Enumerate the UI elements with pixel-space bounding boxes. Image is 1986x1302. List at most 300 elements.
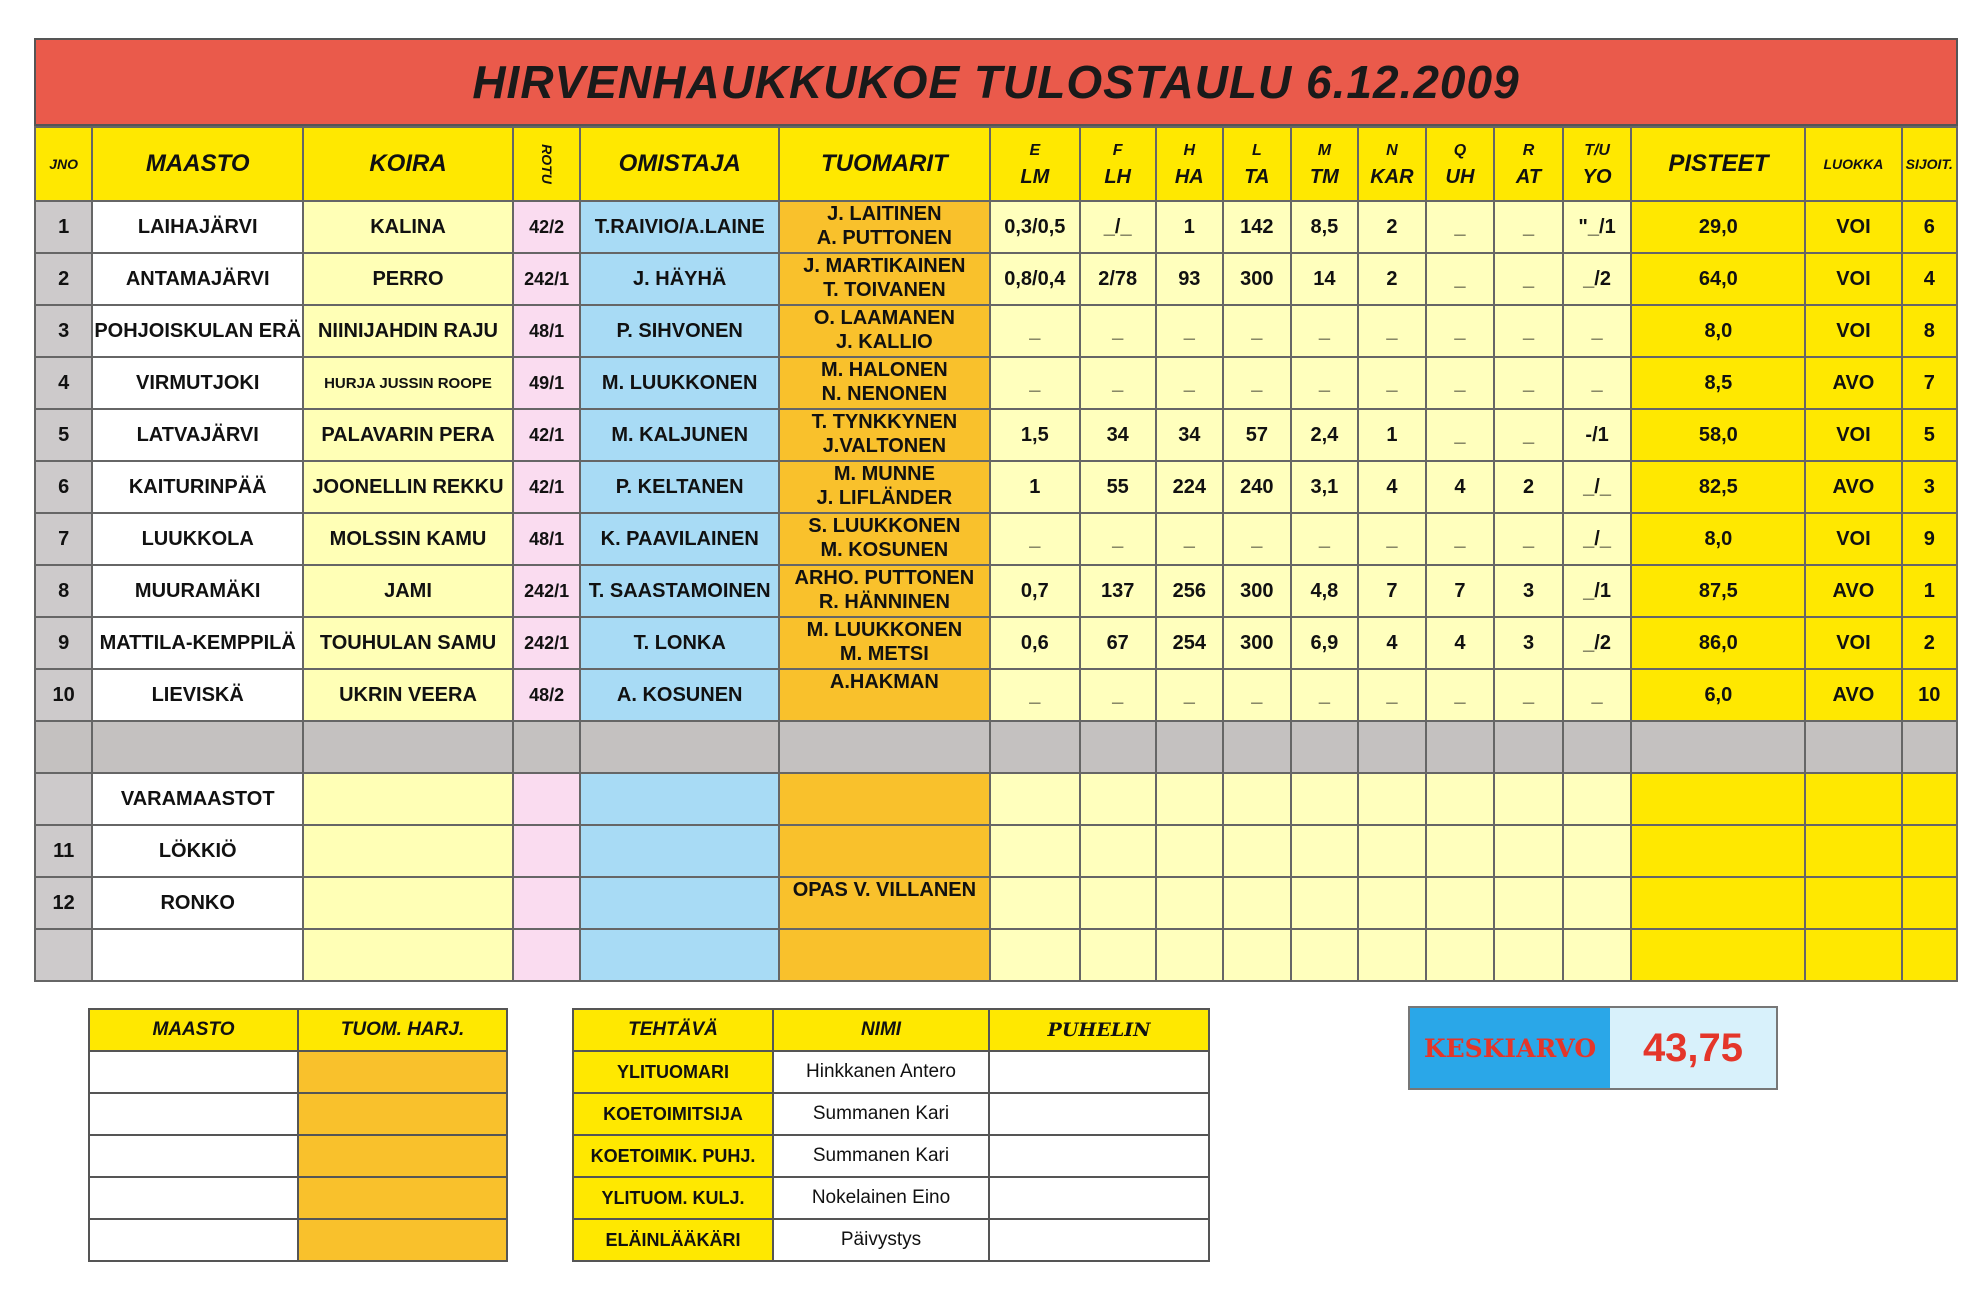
cell — [1291, 773, 1359, 825]
row-sijoitus: 8 — [1902, 305, 1957, 357]
row-h: 256 — [1156, 565, 1224, 617]
row-q: 4 — [1426, 461, 1495, 513]
row-luokka: AVO — [1805, 461, 1901, 513]
row-rotu: 42/1 — [513, 409, 581, 461]
cell — [580, 773, 779, 825]
row-pisteet: 8,5 — [1631, 357, 1805, 409]
header-tuomarit: TUOMARIT — [779, 127, 990, 201]
maasto-cell[interactable] — [89, 1177, 298, 1219]
row-omistaja: M. LUUKKONEN — [580, 357, 779, 409]
cell — [1291, 877, 1359, 929]
row-l: _ — [1223, 513, 1291, 565]
row-h: 34 — [1156, 409, 1224, 461]
row-sijoitus: 3 — [1902, 461, 1957, 513]
row-jno: 6 — [35, 461, 92, 513]
row-omistaja: T.RAIVIO/A.LAINE — [580, 201, 779, 253]
separator-row — [35, 721, 1957, 773]
row-sijoitus: 2 — [1902, 617, 1957, 669]
row-f: 34 — [1080, 409, 1156, 461]
average-value: 43,75 — [1610, 1008, 1776, 1088]
tuom-harj-cell[interactable] — [298, 1093, 507, 1135]
row-koira: KALINA — [303, 201, 513, 253]
row-sijoitus: 5 — [1902, 409, 1957, 461]
cell — [513, 773, 581, 825]
row-tu: _ — [1563, 305, 1632, 357]
row-h: _ — [1156, 669, 1224, 721]
row-m: 6,9 — [1291, 617, 1359, 669]
row-q: 4 — [1426, 617, 1495, 669]
cell — [1291, 825, 1359, 877]
maasto-cell[interactable] — [89, 1135, 298, 1177]
row-jno: 8 — [35, 565, 92, 617]
cell — [1902, 773, 1957, 825]
row-jno: 1 — [35, 201, 92, 253]
header-rotu — [513, 127, 581, 201]
judge-1: M. LUUKKONEN — [806, 619, 963, 641]
row-omistaja: P. SIHVONEN — [580, 305, 779, 357]
row-r: _ — [1494, 669, 1563, 721]
row-rotu: 48/2 — [513, 669, 581, 721]
row-m: _ — [1291, 513, 1359, 565]
row-jno: 5 — [35, 409, 92, 461]
header-koira: KOIRA — [303, 127, 513, 201]
row-pisteet: 8,0 — [1631, 513, 1805, 565]
cell — [1426, 825, 1495, 877]
staff-table — [572, 1008, 1210, 1262]
cell — [1358, 721, 1426, 773]
cell — [92, 929, 303, 981]
header-row — [35, 127, 1957, 201]
row-h: 224 — [1156, 461, 1224, 513]
cell: RONKO — [92, 877, 303, 929]
row-koira: MOLSSIN KAMU — [303, 513, 513, 565]
row-maasto: VIRMUTJOKI — [92, 357, 303, 409]
staff-row — [573, 1135, 1209, 1177]
table-row — [35, 565, 1957, 617]
row-m: _ — [1291, 357, 1359, 409]
row-h: 93 — [1156, 253, 1224, 305]
cell — [1563, 773, 1632, 825]
row-e: 0,8/0,4 — [990, 253, 1080, 305]
staff-role: YLITUOM. KULJ. — [573, 1177, 773, 1219]
cell — [990, 825, 1080, 877]
judge-2: T. TOIVANEN — [823, 279, 946, 301]
maasto-cell[interactable] — [89, 1051, 298, 1093]
cell — [580, 877, 779, 929]
row-tu: _/_ — [1563, 461, 1632, 513]
row-h: 254 — [1156, 617, 1224, 669]
row-luokka: VOI — [1805, 409, 1901, 461]
row-jno: 4 — [35, 357, 92, 409]
row-q: _ — [1426, 409, 1495, 461]
tuom-harj-cell[interactable] — [298, 1135, 507, 1177]
cell — [779, 773, 990, 825]
table-row — [35, 201, 1957, 253]
cell — [1223, 929, 1291, 981]
table-row — [35, 513, 1957, 565]
row-h: _ — [1156, 513, 1224, 565]
row-r: 2 — [1494, 461, 1563, 513]
row-l: 142 — [1223, 201, 1291, 253]
cell — [1631, 825, 1805, 877]
judge-1: A.HAKMAN — [829, 671, 939, 693]
row-n: 2 — [1358, 253, 1426, 305]
cell — [1563, 825, 1632, 877]
row-jno: 7 — [35, 513, 92, 565]
row-r: _ — [1494, 409, 1563, 461]
header-f: F LH — [1080, 127, 1156, 201]
judge-1: M. HALONEN — [821, 359, 948, 381]
cell — [1426, 721, 1495, 773]
header-m: M TM — [1291, 127, 1359, 201]
cell — [1902, 929, 1957, 981]
cell — [1805, 825, 1901, 877]
cell — [1494, 825, 1563, 877]
row-maasto: LAIHAJÄRVI — [92, 201, 303, 253]
cell — [1494, 877, 1563, 929]
cell — [303, 877, 513, 929]
row-n: 1 — [1358, 409, 1426, 461]
results-sheet — [34, 38, 1958, 986]
cell — [580, 721, 779, 773]
judge-2: M. KOSUNEN — [820, 539, 949, 561]
row-f: _/_ — [1080, 201, 1156, 253]
varamaastot-row — [35, 773, 1957, 825]
row-tu: -/1 — [1563, 409, 1632, 461]
row-tu: _/1 — [1563, 565, 1632, 617]
row-e: 0,6 — [990, 617, 1080, 669]
row-n: 4 — [1358, 461, 1426, 513]
cell — [303, 721, 513, 773]
cell — [779, 825, 990, 877]
row-sijoitus: 4 — [1902, 253, 1957, 305]
staff-phone[interactable] — [989, 1051, 1209, 1093]
row-luokka: VOI — [1805, 617, 1901, 669]
cell — [990, 929, 1080, 981]
row-l: 300 — [1223, 617, 1291, 669]
row-f: _ — [1080, 305, 1156, 357]
row-tuomarit — [779, 201, 990, 253]
cell — [1494, 929, 1563, 981]
row-pisteet: 8,0 — [1631, 305, 1805, 357]
row-tuomarit — [779, 617, 990, 669]
maasto-cell[interactable] — [89, 1093, 298, 1135]
row-luokka: VOI — [1805, 513, 1901, 565]
cell — [1902, 721, 1957, 773]
row-tu: "_/1 — [1563, 201, 1632, 253]
cell — [513, 721, 581, 773]
judge-1: J. LAITINEN — [827, 203, 942, 225]
cell: VARAMAASTOT — [92, 773, 303, 825]
staff-role: YLITUOMARI — [573, 1051, 773, 1093]
row-n: 7 — [1358, 565, 1426, 617]
header-omistaja: OMISTAJA — [580, 127, 779, 201]
cell — [35, 721, 92, 773]
table-row — [35, 357, 1957, 409]
row-r: _ — [1494, 201, 1563, 253]
header-sijoitus: SIJOIT. — [1902, 127, 1957, 201]
cell — [1080, 721, 1156, 773]
row-q: _ — [1426, 513, 1495, 565]
row-tuomarit — [779, 253, 990, 305]
row-pisteet: 58,0 — [1631, 409, 1805, 461]
row-l: 57 — [1223, 409, 1291, 461]
row-f: 67 — [1080, 617, 1156, 669]
cell — [990, 877, 1080, 929]
row-q: 7 — [1426, 565, 1495, 617]
row-tuomarit — [779, 461, 990, 513]
row-r: 3 — [1494, 617, 1563, 669]
row-q: _ — [1426, 305, 1495, 357]
cell — [1080, 877, 1156, 929]
judge-1: O. LAAMANEN — [813, 307, 955, 329]
row-rotu: 242/1 — [513, 253, 581, 305]
staff-phone[interactable] — [989, 1093, 1209, 1135]
cell — [990, 721, 1080, 773]
cell — [1631, 877, 1805, 929]
row-r: _ — [1494, 253, 1563, 305]
row-n: 4 — [1358, 617, 1426, 669]
row-tuomarit — [779, 513, 990, 565]
table-row — [35, 253, 1957, 305]
row-pisteet: 6,0 — [1631, 669, 1805, 721]
row-l: _ — [1223, 669, 1291, 721]
row-tu: _ — [1563, 669, 1632, 721]
row-m: 4,8 — [1291, 565, 1359, 617]
maasto-cell[interactable] — [89, 1219, 298, 1261]
cell — [1156, 929, 1224, 981]
row-koira: PALAVARIN PERA — [303, 409, 513, 461]
cell — [1223, 877, 1291, 929]
row-r: _ — [1494, 357, 1563, 409]
cell — [1805, 721, 1901, 773]
row-luokka: VOI — [1805, 253, 1901, 305]
cell — [1080, 825, 1156, 877]
staff-name: Summanen Kari — [773, 1135, 989, 1177]
cell — [1358, 773, 1426, 825]
row-h: _ — [1156, 305, 1224, 357]
header-e: E LM — [990, 127, 1080, 201]
row-r: 3 — [1494, 565, 1563, 617]
row-luokka: VOI — [1805, 305, 1901, 357]
average-box — [1408, 1006, 1778, 1090]
cell — [1631, 721, 1805, 773]
cell — [1563, 877, 1632, 929]
row-m: 3,1 — [1291, 461, 1359, 513]
staff-role: KOETOIMITSIJA — [573, 1093, 773, 1135]
row-pisteet: 86,0 — [1631, 617, 1805, 669]
tuom-harj-cell[interactable] — [298, 1177, 507, 1219]
cell — [1358, 929, 1426, 981]
cell: OPAS V. VILLANEN — [779, 877, 990, 929]
row-tuomarit — [779, 305, 990, 357]
row-omistaja: T. LONKA — [580, 617, 779, 669]
cell — [779, 929, 990, 981]
header-h: H HA — [1156, 127, 1224, 201]
header-pisteet: PISTEET — [1631, 127, 1805, 201]
header-l: L TA — [1223, 127, 1291, 201]
row-omistaja: A. KOSUNEN — [580, 669, 779, 721]
row-m: _ — [1291, 669, 1359, 721]
row-m: _ — [1291, 305, 1359, 357]
cell — [1494, 721, 1563, 773]
row-jno: 2 — [35, 253, 92, 305]
staff-row — [573, 1177, 1209, 1219]
header-r: R AT — [1494, 127, 1563, 201]
staff-phone[interactable] — [989, 1219, 1209, 1261]
row-q: _ — [1426, 201, 1495, 253]
row-tu: _ — [1563, 357, 1632, 409]
row-tu: _/2 — [1563, 253, 1632, 305]
row-rotu: 242/1 — [513, 565, 581, 617]
judge-1: M. MUNNE — [833, 463, 935, 485]
cell: 12 — [35, 877, 92, 929]
staff-role: KOETOIMIK. PUHJ. — [573, 1135, 773, 1177]
staff-row — [573, 1219, 1209, 1261]
staff-phone[interactable] — [989, 1177, 1209, 1219]
row-f: _ — [1080, 357, 1156, 409]
cell — [1291, 721, 1359, 773]
header-luokka: LUOKKA — [1805, 127, 1901, 201]
tuom-harj-cell[interactable] — [298, 1219, 507, 1261]
row-m: 8,5 — [1291, 201, 1359, 253]
row-maasto: KAITURINPÄÄ — [92, 461, 303, 513]
cell — [1358, 877, 1426, 929]
header-rotu-label: ROTU — [538, 144, 555, 184]
tehtava-header: TEHTÄVÄ — [573, 1009, 773, 1051]
cell — [1358, 825, 1426, 877]
row-r: _ — [1494, 305, 1563, 357]
cell — [303, 773, 513, 825]
staff-phone[interactable] — [989, 1135, 1209, 1177]
row-rotu: 42/2 — [513, 201, 581, 253]
row-sijoitus: 1 — [1902, 565, 1957, 617]
row-koira: TOUHULAN SAMU — [303, 617, 513, 669]
cell — [1291, 929, 1359, 981]
row-maasto: LUUKKOLA — [92, 513, 303, 565]
row-luokka: AVO — [1805, 357, 1901, 409]
row-l: 240 — [1223, 461, 1291, 513]
cell — [1494, 773, 1563, 825]
cell — [303, 929, 513, 981]
row-n: _ — [1358, 305, 1426, 357]
cell — [580, 825, 779, 877]
cell — [513, 877, 581, 929]
row-n: _ — [1358, 357, 1426, 409]
judge-2: J. KALLIO — [836, 331, 933, 353]
header-tu: T/U YO — [1563, 127, 1632, 201]
row-l: _ — [1223, 357, 1291, 409]
cell — [1223, 825, 1291, 877]
cell — [92, 721, 303, 773]
cell — [1631, 929, 1805, 981]
row-luokka: VOI — [1805, 201, 1901, 253]
cell — [1156, 877, 1224, 929]
row-l: _ — [1223, 305, 1291, 357]
table-row — [35, 409, 1957, 461]
table-row — [35, 669, 1957, 721]
row-h: _ — [1156, 357, 1224, 409]
sheet-title: HIRVENHAUKKUKOE TULOSTAULU 6.12.2009 — [34, 38, 1958, 126]
row-jno: 3 — [35, 305, 92, 357]
row-sijoitus: 7 — [1902, 357, 1957, 409]
row-f: 137 — [1080, 565, 1156, 617]
cell — [1080, 929, 1156, 981]
row-omistaja: J. HÄYHÄ — [580, 253, 779, 305]
judge-1: T. TYNKKYNEN — [811, 411, 958, 433]
cell — [1223, 721, 1291, 773]
cell — [35, 773, 92, 825]
staff-role: ELÄINLÄÄKÄRI — [573, 1219, 773, 1261]
row-e: 1,5 — [990, 409, 1080, 461]
row-q: _ — [1426, 669, 1495, 721]
row-maasto: MATTILA-KEMPPILÄ — [92, 617, 303, 669]
staff-name: Hinkkanen Antero — [773, 1051, 989, 1093]
row-omistaja: T. SAASTAMOINEN — [580, 565, 779, 617]
staff-row — [573, 1093, 1209, 1135]
table-row — [35, 461, 1957, 513]
cell — [1223, 773, 1291, 825]
row-jno: 10 — [35, 669, 92, 721]
row-maasto: MUURAMÄKI — [92, 565, 303, 617]
row-koira: NIINIJAHDIN RAJU — [303, 305, 513, 357]
row-m: 2,4 — [1291, 409, 1359, 461]
cell: 11 — [35, 825, 92, 877]
row-q: _ — [1426, 357, 1495, 409]
judge-2: M. METSI — [839, 643, 929, 665]
cell — [513, 825, 581, 877]
row-e: 1 — [990, 461, 1080, 513]
row-luokka: AVO — [1805, 565, 1901, 617]
row-e: _ — [990, 513, 1080, 565]
empty-row — [35, 929, 1957, 981]
cell — [1805, 929, 1901, 981]
row-sijoitus: 9 — [1902, 513, 1957, 565]
row-pisteet: 64,0 — [1631, 253, 1805, 305]
row-sijoitus: 6 — [1902, 201, 1957, 253]
row-omistaja: P. KELTANEN — [580, 461, 779, 513]
row-e: 0,3/0,5 — [990, 201, 1080, 253]
row-tuomarit — [779, 669, 990, 721]
cell — [1426, 773, 1495, 825]
row-koira: PERRO — [303, 253, 513, 305]
results-table — [34, 126, 1958, 982]
row-rotu: 49/1 — [513, 357, 581, 409]
row-tu: _/_ — [1563, 513, 1632, 565]
row-h: 1 — [1156, 201, 1224, 253]
row-maasto: LIEVISKÄ — [92, 669, 303, 721]
cell — [1156, 721, 1224, 773]
tuom-harj-cell[interactable] — [298, 1051, 507, 1093]
row-m: 14 — [1291, 253, 1359, 305]
row-f: _ — [1080, 513, 1156, 565]
row-omistaja: M. KALJUNEN — [580, 409, 779, 461]
row-koira: JOONELLIN REKKU — [303, 461, 513, 513]
row-maasto: ANTAMAJÄRVI — [92, 253, 303, 305]
judge-2: J. LIFLÄNDER — [816, 487, 953, 509]
row-f: 55 — [1080, 461, 1156, 513]
cell — [779, 721, 990, 773]
row-n: _ — [1358, 513, 1426, 565]
reserve-row — [35, 825, 1957, 877]
cell — [1902, 825, 1957, 877]
row-koira: JAMI — [303, 565, 513, 617]
judge-1: ARHO. PUTTONEN — [794, 567, 975, 589]
cell — [513, 929, 581, 981]
row-q: _ — [1426, 253, 1495, 305]
cell — [990, 773, 1080, 825]
row-e: 0,7 — [990, 565, 1080, 617]
